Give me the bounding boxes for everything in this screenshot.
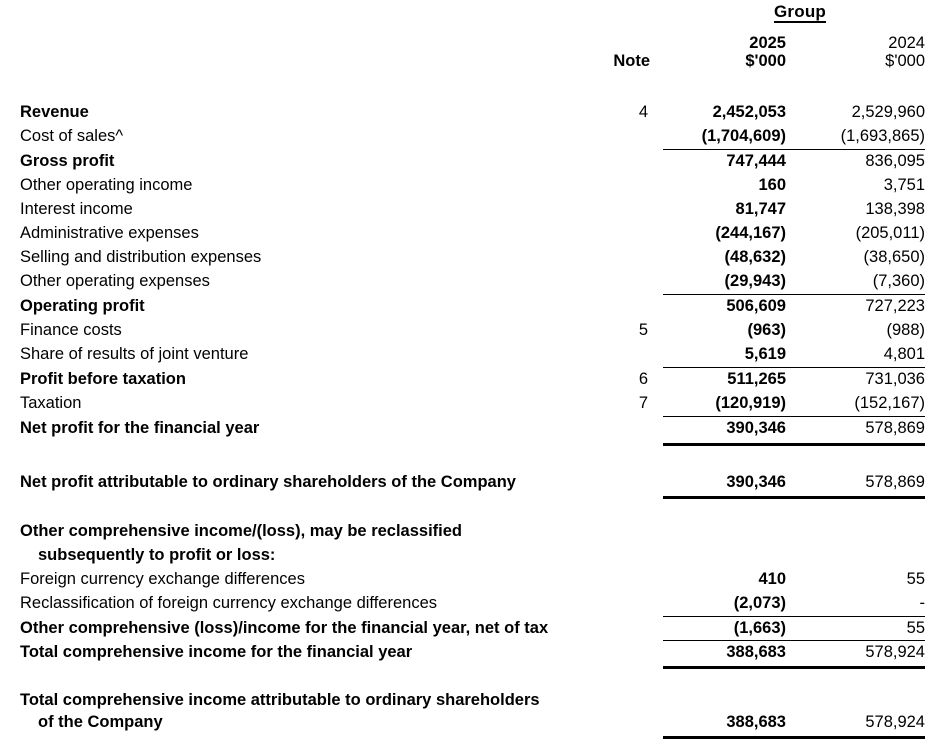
row-label: Other operating income — [20, 176, 193, 194]
total-rule — [663, 666, 925, 669]
row-value-2025: 390,346 — [726, 473, 786, 491]
table-row — [0, 197, 940, 221]
row-value-2025: 388,683 — [726, 713, 786, 731]
row-value-2024: 578,869 — [865, 473, 925, 491]
row-value-2024: 731,036 — [865, 370, 925, 388]
row-value-2024: (152,167) — [854, 394, 925, 412]
row-value-2025: (244,167) — [715, 224, 786, 242]
row-note: 4 — [638, 103, 648, 121]
row-value-2024: 3,751 — [883, 176, 925, 194]
row-value-2024: (38,650) — [863, 248, 925, 266]
total-rule — [663, 496, 925, 499]
row-value-2024: 55 — [906, 570, 925, 588]
row-value-2025: 81,747 — [735, 200, 786, 218]
group-column-header — [730, 2, 870, 22]
row-value-2024: 578,869 — [865, 419, 925, 437]
row-value-2024: 578,924 — [865, 713, 925, 731]
row-value-2025: 388,683 — [726, 643, 786, 661]
row-value-2024: 138,398 — [865, 200, 925, 218]
row-value-2024: (7,360) — [872, 272, 925, 290]
row-value-2024: 578,924 — [865, 643, 925, 661]
row-value-2024: - — [919, 594, 925, 612]
table-row — [0, 640, 940, 664]
row-value-2025: (2,073) — [733, 594, 786, 612]
table-row — [0, 173, 940, 197]
table-row — [0, 519, 940, 543]
row-value-2024: 2,529,960 — [851, 103, 925, 121]
row-label: Share of results of joint venture — [20, 345, 249, 363]
row-label: Gross profit — [20, 152, 115, 170]
group-header-label: Group — [774, 2, 826, 21]
table-row — [0, 567, 940, 591]
row-value-2025: 2,452,053 — [712, 103, 786, 121]
row-label: Cost of sales^ — [20, 127, 124, 145]
row-value-2024: (205,011) — [855, 224, 925, 242]
row-note: 5 — [638, 321, 648, 339]
table-row — [0, 124, 940, 148]
table-row — [0, 391, 940, 415]
row-note: 7 — [638, 394, 648, 412]
row-value-2025: 511,265 — [727, 370, 786, 388]
row-label: of the Company — [38, 713, 163, 731]
row-label: Total comprehensive income for the financial year — [20, 643, 413, 661]
row-label: Profit before taxation — [20, 370, 186, 388]
table-row — [0, 616, 940, 640]
table-row — [0, 100, 940, 124]
table-row — [0, 149, 940, 173]
row-label: Total comprehensive income attributable to ordinary shareholders — [20, 691, 540, 709]
row-value-2025: (120,919) — [715, 394, 786, 412]
row-value-2025: (1,663) — [733, 619, 786, 637]
row-label: Administrative expenses — [20, 224, 199, 242]
row-value-2025: (48,632) — [724, 248, 786, 266]
row-label: Net profit for the financial year — [20, 419, 260, 437]
table-row — [0, 710, 940, 734]
row-value-2024: (1,693,865) — [840, 127, 925, 145]
table-row — [0, 269, 940, 293]
row-value-2025: 5,619 — [744, 345, 786, 363]
row-label: Operating profit — [20, 297, 145, 315]
table-row — [0, 245, 940, 269]
row-value-2025: (29,943) — [724, 272, 786, 290]
header-row-units — [0, 49, 940, 73]
row-value-2025: 390,346 — [726, 419, 786, 437]
row-label: Interest income — [20, 200, 133, 218]
table-row — [0, 342, 940, 366]
row-label: Other comprehensive (loss)/income for the financial year, net of tax — [20, 619, 549, 637]
table-row — [0, 367, 940, 391]
total-rule — [663, 443, 925, 446]
row-value-2024: 4,801 — [883, 345, 925, 363]
row-label: Other comprehensive income/(loss), may be reclassified — [20, 522, 463, 540]
row-label: Reclassification of foreign currency exchange differences — [20, 594, 438, 612]
row-value-2025: 506,609 — [726, 297, 786, 315]
row-label: Selling and distribution expenses — [20, 248, 262, 266]
table-row — [0, 591, 940, 615]
row-value-2025: 160 — [758, 176, 786, 194]
table-row — [0, 543, 940, 567]
table-row — [0, 470, 940, 494]
row-value-2025: 747,444 — [726, 152, 786, 170]
row-label: Revenue — [20, 103, 89, 121]
table-row — [0, 416, 940, 440]
header-year-2024: 2024 — [888, 34, 925, 52]
total-rule — [663, 736, 925, 739]
row-value-2024: 727,223 — [865, 297, 925, 315]
table-row — [0, 294, 940, 318]
table-row — [0, 318, 940, 342]
row-value-2025: (963) — [747, 321, 786, 339]
row-value-2024: 55 — [906, 619, 925, 637]
row-label: Net profit attributable to ordinary shareholders of the Company — [20, 473, 516, 491]
header-year-2025: 2025 — [749, 34, 786, 52]
row-label: subsequently to profit or loss: — [38, 546, 276, 564]
row-label: Finance costs — [20, 321, 122, 339]
header-unit-2025: $'000 — [745, 52, 786, 70]
row-label: Other operating expenses — [20, 272, 210, 290]
row-note: 6 — [638, 370, 648, 388]
header-unit-2024: $'000 — [885, 52, 925, 70]
row-value-2024: 836,095 — [865, 152, 925, 170]
row-label: Taxation — [20, 394, 82, 412]
row-value-2025: 410 — [758, 570, 786, 588]
row-label: Foreign currency exchange differences — [20, 570, 305, 588]
table-row — [0, 221, 940, 245]
row-value-2024: (988) — [886, 321, 925, 339]
header-note-label: Note — [613, 52, 650, 70]
row-value-2025: (1,704,609) — [701, 127, 786, 145]
table-row — [0, 688, 940, 712]
